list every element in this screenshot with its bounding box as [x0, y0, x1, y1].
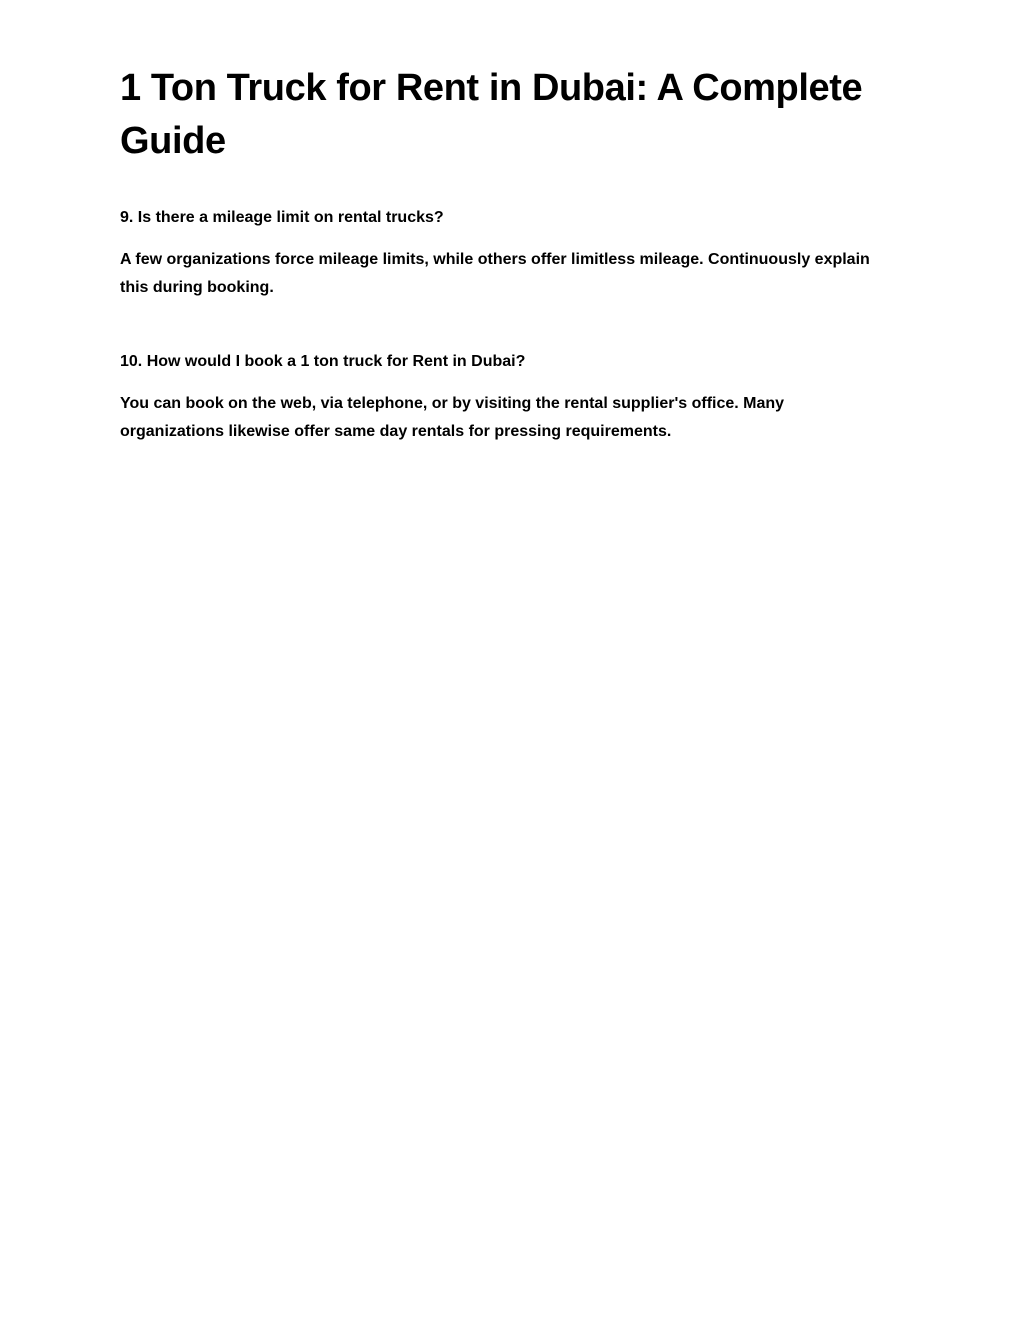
page-title: 1 Ton Truck for Rent in Dubai: A Complete Guide: [120, 67, 863, 162]
document-content: [120, 62, 890, 446]
faq-item: [120, 350, 890, 446]
faq-question: 9. Is there a mileage limit on rental trucks?: [120, 209, 444, 226]
faq-item: [120, 206, 890, 302]
faq-answer: You can book on the web, via telephone, or by visiting the rental supplier's office. Many organizations likewise offer same day rentals for pressing requirements.: [120, 395, 785, 440]
faq-answer: A few organizations force mileage limits, while others offer limitless mileage. Continuously explain this during booking.: [120, 251, 870, 296]
faq-question: 10. How would I book a 1 ton truck for Rent in Dubai?: [120, 353, 526, 370]
